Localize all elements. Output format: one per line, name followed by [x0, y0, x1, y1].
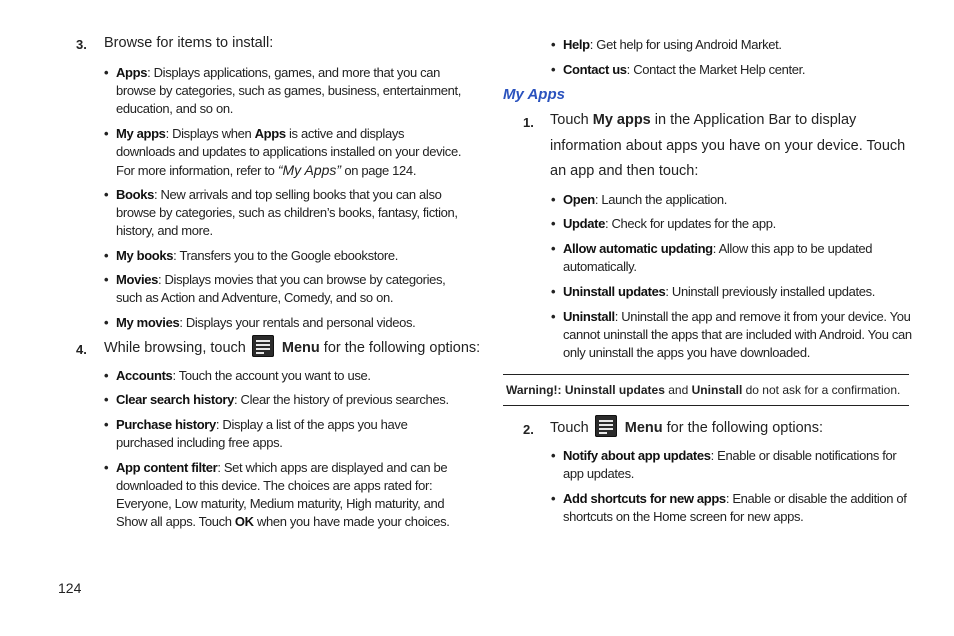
list-item-help: • Help: Get help for using Android Market. — [551, 37, 782, 52]
step-number: 2. — [523, 422, 534, 437]
description: : Display a list of the apps you have purchased including free apps. — [116, 417, 408, 450]
term: App content filter — [116, 460, 218, 475]
menu-icon — [595, 415, 617, 437]
menu-label: Menu — [624, 420, 663, 436]
description: : Get help for using Android Market. — [589, 37, 782, 52]
description: : Enable or disable the addition of shortcuts on the Home screen for new apps. — [563, 491, 907, 524]
list-item-apps: • Apps: Displays applications, games, and more that you can browse by categories, such as games, business, entertainment, education, and so on. — [104, 65, 462, 116]
warning-label: Warning!: — [506, 383, 562, 397]
term: Apps — [254, 126, 286, 141]
description: : Check for updates for the app. — [604, 216, 776, 231]
step-text-part: While browsing, touch — [104, 340, 246, 356]
list-item-notify-about-app-updates: • Notify about app updates: Enable or disable notifications for app updates. — [551, 448, 897, 481]
list-item-purchase-history: • Purchase history: Display a list of the apps you have purchased including free apps. — [104, 417, 408, 450]
description: : Transfers you to the Google ebookstore. — [173, 248, 398, 263]
menu-icon — [252, 335, 274, 357]
step-text-part: Touch — [550, 112, 593, 128]
term: OK — [234, 514, 254, 529]
list-item-my-apps: • My apps: Displays when Apps is active and displays downloads and updates to applications installed on your device. For more information, refer to “My Apps” on page 124. — [104, 126, 462, 178]
step-text-part: for the following options: — [662, 420, 824, 436]
list-item-books: • Books: New arrivals and top selling books that you can also browse by categories, such as children’s books, fantasy, fiction, history, and more. — [104, 187, 458, 238]
step-text-part: for the following options: — [319, 340, 481, 356]
description: : Displays applications, games, and more that you can browse by categories, such as games, business, entertainment, education, and so on. — [116, 65, 462, 116]
term: Uninstall — [691, 383, 743, 397]
list-item-contact-us: • Contact us: Contact the Market Help center. — [551, 62, 806, 77]
description: : Displays when — [165, 126, 255, 141]
term: Contact us — [563, 62, 627, 77]
list-item-clear-search-history: • Clear search history: Clear the history of previous searches. — [104, 392, 449, 407]
cross-reference-link[interactable]: “My Apps” — [277, 162, 342, 178]
list-item-add-shortcuts-for-new-apps: • Add shortcuts for new apps: Enable or disable the addition of shortcuts on the Home screen for new apps. — [551, 491, 907, 524]
step-text: Browse for items to install: — [104, 35, 274, 51]
term: Notify about app updates — [563, 448, 711, 463]
step-text-part: in the Application Bar to display information about apps you have on your device. Touch an app and then touch: — [550, 112, 906, 179]
term: Accounts — [116, 368, 173, 383]
step-number: 1. — [523, 115, 534, 130]
description: : Clear the history of previous searches. — [234, 392, 449, 407]
description: : Contact the Market Help center. — [626, 62, 806, 77]
term: Clear search history — [116, 392, 235, 407]
description: : Uninstall the app and remove it from your device. You cannot uninstall the apps that are included with Android. You can only uninstall the apps you have downloaded. — [563, 309, 912, 360]
step-number: 4. — [76, 342, 87, 357]
term: My books — [116, 248, 174, 263]
term: Allow automatic updating — [563, 241, 713, 256]
description: : Launch the application. — [594, 192, 728, 207]
list-item-uninstall: • Uninstall: Uninstall the app and remove it from your device. You cannot uninstall the apps that are included with Android. You can only uninstall the apps you have downloaded. — [551, 309, 912, 360]
list-item-update: • Update: Check for updates for the app. — [551, 216, 776, 231]
step-text — [104, 335, 480, 362]
step-text-part: Touch — [550, 420, 589, 436]
description: on page 124. — [341, 163, 417, 178]
menu-label: Menu — [281, 340, 320, 356]
list-item-accounts: • Accounts: Touch the account you want to use. — [104, 368, 371, 383]
term: My movies — [116, 315, 180, 330]
list-item-movies: • Movies: Displays movies that you can browse by categories, such as Action and Adventure, Comedy, and so on. — [104, 272, 446, 305]
term: Uninstall updates — [563, 284, 666, 299]
description: when you have made your choices. — [253, 514, 450, 529]
term: Apps — [116, 65, 148, 80]
page-number: 124 — [58, 580, 82, 596]
list-item-app-content-filter: • App content filter: Set which apps are displayed and can be downloaded to this device. The choices are apps rated for: Everyone, Low maturity, Medium maturity, High maturity, and Show all apps. Touch OK when you have made your choices. — [104, 460, 450, 529]
term: Update — [563, 216, 605, 231]
description: : Touch the account you want to use. — [172, 368, 371, 383]
term: Books — [116, 187, 154, 202]
description: : New arrivals and top selling books that you can also browse by categories, such as children’s books, fantasy, fiction, history, and more. — [116, 187, 458, 238]
divider-top — [503, 374, 909, 375]
list-item-my-movies: • My movies: Displays your rentals and personal videos. — [104, 315, 416, 330]
description: : Displays your rentals and personal videos. — [179, 315, 416, 330]
term: Open — [563, 192, 595, 207]
term: Movies — [116, 272, 158, 287]
term: Uninstall updates — [564, 383, 665, 397]
term: Help — [563, 37, 590, 52]
warning-text: do not ask for a confirmation. — [742, 383, 901, 397]
description: : Displays movies that you can browse by categories, such as Action and Adventure, Comedy, and so on. — [116, 272, 446, 305]
description: is active and displays downloads and updates to applications installed on your device. For more information, refer to — [116, 126, 462, 178]
step-text — [550, 108, 912, 185]
term: Uninstall — [563, 309, 615, 324]
term: Purchase history — [116, 417, 216, 432]
description: : Uninstall previously installed updates. — [665, 284, 876, 299]
term: My apps — [592, 112, 651, 128]
list-item-my-books: • My books: Transfers you to the Google ebookstore. — [104, 248, 398, 263]
term: My apps — [116, 126, 166, 141]
term: Add shortcuts for new apps — [563, 491, 726, 506]
warning-note — [506, 383, 910, 397]
list-item-uninstall-updates: • Uninstall updates: Uninstall previously installed updates. — [551, 284, 876, 299]
section-heading: My Apps — [503, 86, 565, 103]
description: : Enable or disable notifications for app updates. — [563, 448, 897, 481]
warning-text: and — [664, 383, 692, 397]
divider-bottom — [503, 405, 909, 406]
list-item-open: • Open: Launch the application. — [551, 192, 728, 207]
step-number: 3. — [76, 37, 87, 52]
list-item-allow-automatic-updating: • Allow automatic updating: Allow this app to be updated automatically. — [551, 241, 873, 274]
description: : Set which apps are displayed and can be downloaded to this device. The choices are apps rated for: Everyone, Low maturity, Medium maturity, High maturity, and Show all apps. Touch — [116, 460, 448, 529]
description: : Allow this app to be updated automatically. — [563, 241, 873, 274]
step-text — [550, 415, 823, 442]
